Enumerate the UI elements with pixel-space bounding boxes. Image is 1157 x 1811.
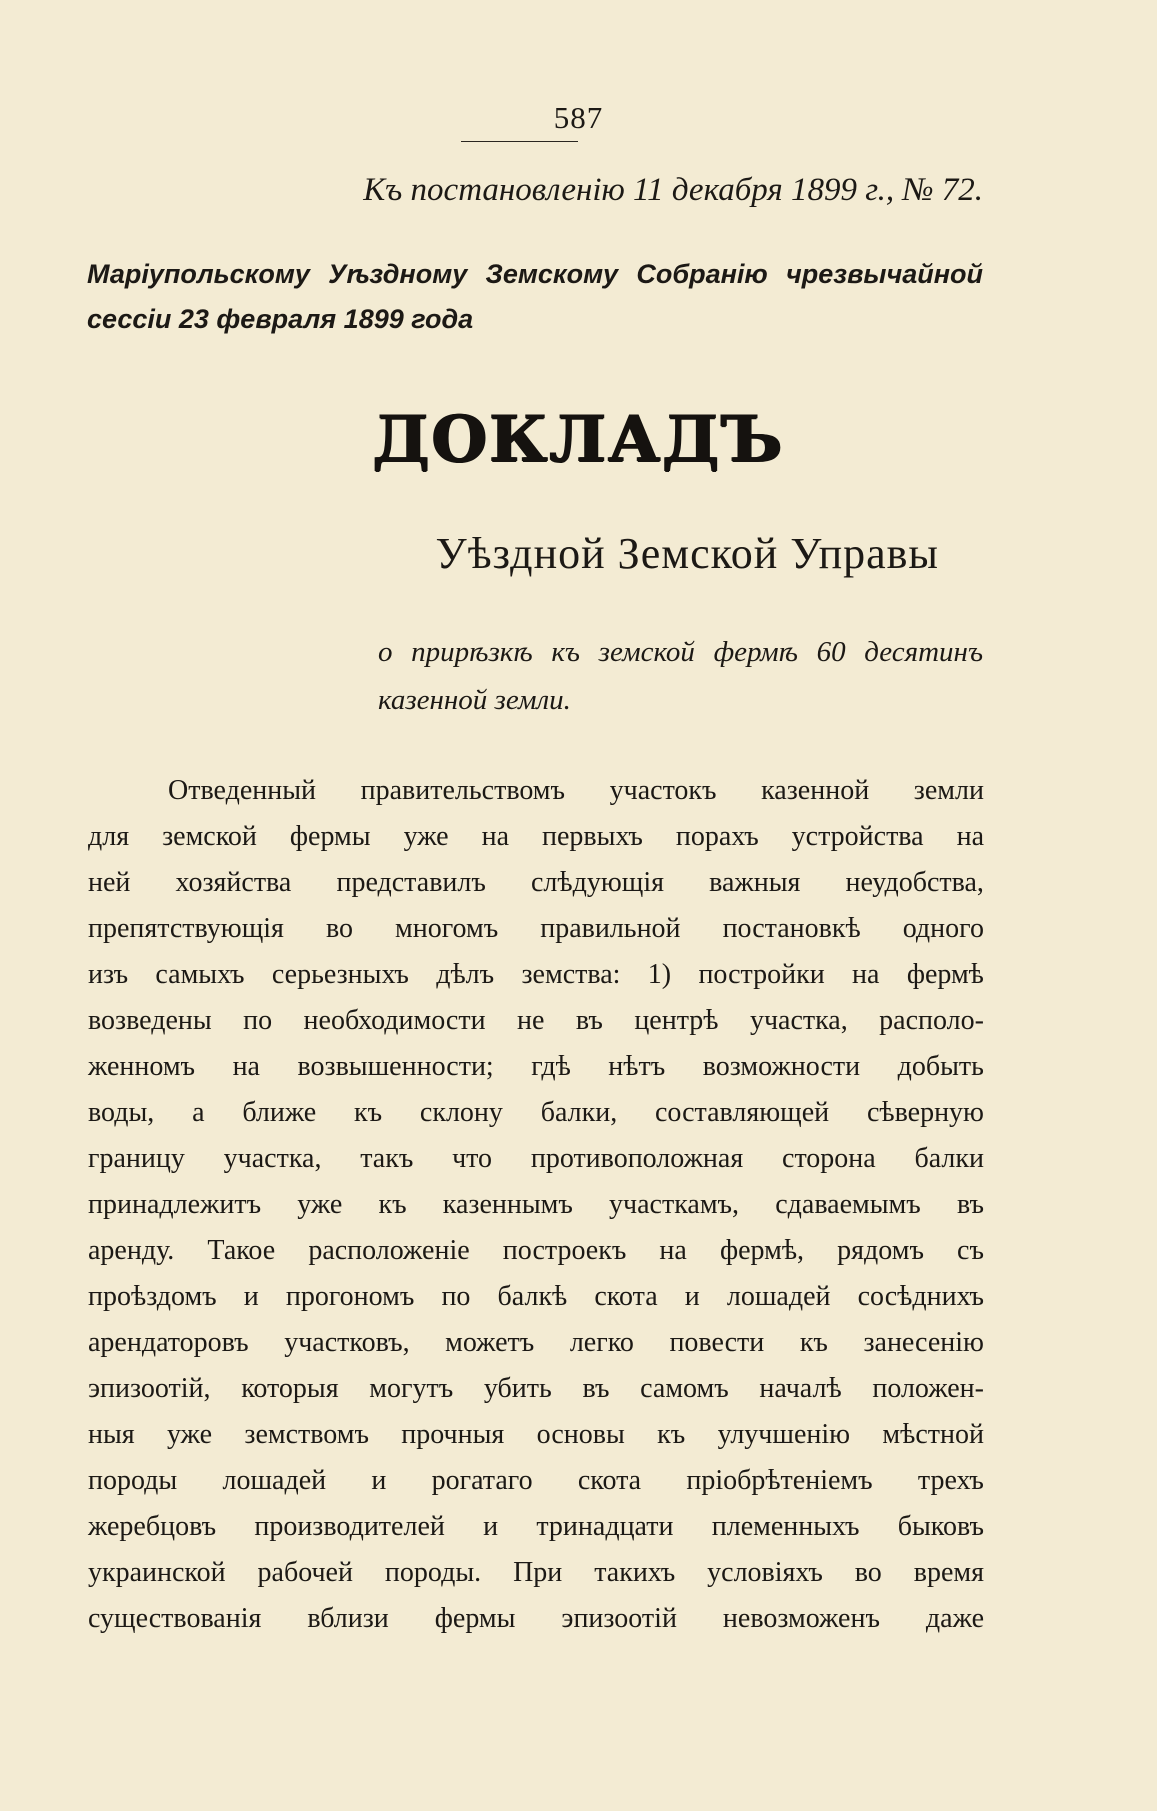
body-word: ныя [88, 1419, 135, 1450]
body-word: казеннымъ [442, 1189, 573, 1220]
body-word: дѣлъ [436, 959, 495, 990]
body-word: центрѣ [634, 1005, 719, 1036]
body-word: по [243, 1005, 273, 1036]
body-word: лошадей [222, 1465, 327, 1496]
body-word: породы. [384, 1557, 482, 1588]
body-line [88, 1044, 984, 1090]
body-line [88, 1090, 984, 1136]
body-word: улучшенію [717, 1419, 851, 1450]
body-word: препятствующія [88, 913, 284, 944]
body-word: воды, [88, 1097, 155, 1128]
body-word: земствомъ [244, 1419, 369, 1450]
body-word: мѣстной [882, 1419, 984, 1450]
body-word: тринадцати [536, 1511, 674, 1542]
body-word: одного [902, 913, 984, 944]
body-word: на [659, 1235, 687, 1266]
body-word: фермѣ, [719, 1235, 805, 1266]
body-line [88, 814, 984, 860]
body-word: породы [88, 1465, 178, 1496]
body-word: рогатаго [431, 1465, 533, 1496]
body-word: можетъ [445, 1327, 535, 1358]
body-word: балки [914, 1143, 984, 1174]
body-line [88, 1182, 984, 1228]
body-word: самомъ [640, 1373, 729, 1404]
body-word: сторона [782, 1143, 876, 1174]
body-word: правильной [540, 913, 681, 944]
body-word: прогономъ [285, 1281, 415, 1312]
body-word: составляющей [655, 1097, 830, 1128]
body-line [88, 998, 984, 1044]
body-line [88, 952, 984, 998]
body-word: возвышенности; [297, 1051, 494, 1082]
body-word: хозяйства [175, 867, 292, 898]
body-word: эпизоотій, [88, 1373, 211, 1404]
body-word: по [441, 1281, 471, 1312]
body-line [88, 1228, 984, 1274]
body-word: занесенію [863, 1327, 984, 1358]
body-word: на [956, 821, 984, 852]
report-title: ДОКЛАДЪ [372, 402, 785, 477]
body-word: рабочей [257, 1557, 353, 1588]
body-word: уже [403, 821, 449, 852]
body-word: въ [575, 1005, 603, 1036]
body-word: склону [419, 1097, 503, 1128]
body-word: пріобрѣтеніемъ [686, 1465, 873, 1496]
body-line [88, 1274, 984, 1320]
body-word: что [452, 1143, 493, 1174]
body-word: участковъ, [284, 1327, 410, 1358]
page-number: 587 [553, 100, 604, 135]
body-word: постройки [698, 959, 825, 990]
body-word: сѣверную [866, 1097, 984, 1128]
body-word: которыя [241, 1373, 339, 1404]
body-word: убить [483, 1373, 552, 1404]
body-word: и [684, 1281, 700, 1312]
body-word: украинской [88, 1557, 226, 1588]
body-paragraph [88, 768, 984, 1642]
body-word: время [913, 1557, 984, 1588]
body-word: скота [594, 1281, 658, 1312]
body-word: важныя [709, 867, 801, 898]
body-word: рядомъ [837, 1235, 924, 1266]
body-word: самыхъ [155, 959, 245, 990]
body-word: земства: [521, 959, 621, 990]
body-word: фермы [289, 821, 371, 852]
body-word: 1) [647, 959, 672, 990]
body-word: Отведенный [168, 775, 317, 806]
body-word: могутъ [369, 1373, 454, 1404]
body-word: уже [297, 1189, 343, 1220]
report-subject: о прирѣзкѣ къ земской фермѣ 60 десятинъ казенной земли. [378, 636, 983, 716]
body-word: балки, [540, 1097, 618, 1128]
body-word: въ [956, 1189, 984, 1220]
body-word: При [513, 1557, 563, 1588]
body-word: легко [569, 1327, 634, 1358]
body-word: представилъ [336, 867, 486, 898]
body-word: сосѣднихъ [857, 1281, 984, 1312]
body-word: устройства [791, 821, 924, 852]
body-word: участокъ [609, 775, 717, 806]
body-word: къ [657, 1419, 686, 1450]
body-word: условіяхъ [707, 1557, 823, 1588]
body-word: началѣ [759, 1373, 842, 1404]
body-line [88, 1458, 984, 1504]
body-line [88, 860, 984, 906]
body-word: расположеніе [308, 1235, 470, 1266]
body-word: границу [88, 1143, 185, 1174]
body-word: неудобства, [845, 867, 984, 898]
body-word: во [325, 913, 353, 944]
body-word: ней [88, 867, 131, 898]
body-word: и [483, 1511, 499, 1542]
body-word: арендаторовъ [88, 1327, 249, 1358]
body-word: земской [162, 821, 257, 852]
body-word: принадлежитъ [88, 1189, 262, 1220]
body-word: располо- [879, 1005, 984, 1036]
body-word: а [192, 1097, 205, 1128]
body-word: лошадей [726, 1281, 831, 1312]
body-word: сдаваемымъ [775, 1189, 921, 1220]
body-word: постановкѣ [722, 913, 861, 944]
body-word: казенной [761, 775, 870, 806]
body-word: изъ [88, 959, 129, 990]
body-word: правительствомъ [360, 775, 566, 806]
body-word: на [481, 821, 510, 852]
body-line [88, 1504, 984, 1550]
body-line [88, 1320, 984, 1366]
body-word: первыхъ [542, 821, 643, 852]
body-word: участка, [749, 1005, 848, 1036]
body-word: противоположная [530, 1143, 744, 1174]
addressee-heading: Маріупольскому Уѣздному Земскому Собранію чрезвычайной сессіи 23 февраля 1899 года [87, 259, 983, 334]
body-line [88, 1550, 984, 1596]
body-word: возможности [702, 1051, 861, 1082]
body-word: Такое [207, 1235, 276, 1266]
body-word: необходимости [303, 1005, 486, 1036]
body-word: построекъ [502, 1235, 627, 1266]
body-word: возведены [88, 1005, 212, 1036]
body-word: съ [957, 1235, 984, 1266]
body-word: такъ [360, 1143, 414, 1174]
body-word: многомъ [395, 913, 499, 944]
body-word: такихъ [594, 1557, 676, 1588]
body-word: балкѣ [497, 1281, 568, 1312]
body-word: производителей [254, 1511, 445, 1542]
body-word: на [232, 1051, 260, 1082]
body-word: уже [167, 1419, 213, 1450]
body-word: племенныхъ [711, 1511, 860, 1542]
body-word: прочныя [401, 1419, 505, 1450]
body-word: скота [577, 1465, 642, 1496]
body-word: нѣтъ [608, 1051, 666, 1082]
page-number-rule [461, 141, 578, 142]
body-line [88, 906, 984, 952]
body-word: къ [378, 1189, 407, 1220]
body-word: положен- [872, 1373, 984, 1404]
body-word: ближе [242, 1097, 317, 1128]
body-line [88, 1136, 984, 1182]
body-word: земли [913, 775, 984, 806]
body-word: гдѣ [531, 1051, 571, 1082]
body-word: повести [669, 1327, 765, 1358]
report-subtitle: Уѣздной Земской Управы [435, 529, 939, 578]
body-word: женномъ [88, 1051, 196, 1082]
resolution-reference: Къ постановленію 11 декабря 1899 г., № 72. [363, 172, 983, 208]
body-word: серьезныхъ [271, 959, 409, 990]
body-word: аренду. [88, 1235, 175, 1266]
body-line [88, 768, 984, 814]
body-word: въ [582, 1373, 610, 1404]
body-word: и [243, 1281, 259, 1312]
body-word: добыть [897, 1051, 984, 1082]
body-word: порахъ [675, 821, 759, 852]
body-word: во [854, 1557, 882, 1588]
body-word: участкамъ, [609, 1189, 740, 1220]
body-word: быковъ [897, 1511, 984, 1542]
body-word: трехъ [917, 1465, 984, 1496]
body-word: проѣздомъ [88, 1281, 217, 1312]
body-line [88, 1366, 984, 1412]
body-word: къ [799, 1327, 828, 1358]
body-word: на [852, 959, 880, 990]
body-word: фермѣ [906, 959, 984, 990]
body-word: слѣдующія [530, 867, 664, 898]
body-word: жеребцовъ [88, 1511, 217, 1542]
body-word: не [517, 1005, 545, 1036]
body-word: для [88, 821, 130, 852]
body-line: существованія вблизи фермы эпизоотій невозможенъ даже [88, 1603, 984, 1634]
body-line [88, 1412, 984, 1458]
body-word: и [371, 1465, 387, 1496]
body-word: основы [536, 1419, 625, 1450]
body-word: участка, [223, 1143, 322, 1174]
body-word: къ [354, 1097, 383, 1128]
